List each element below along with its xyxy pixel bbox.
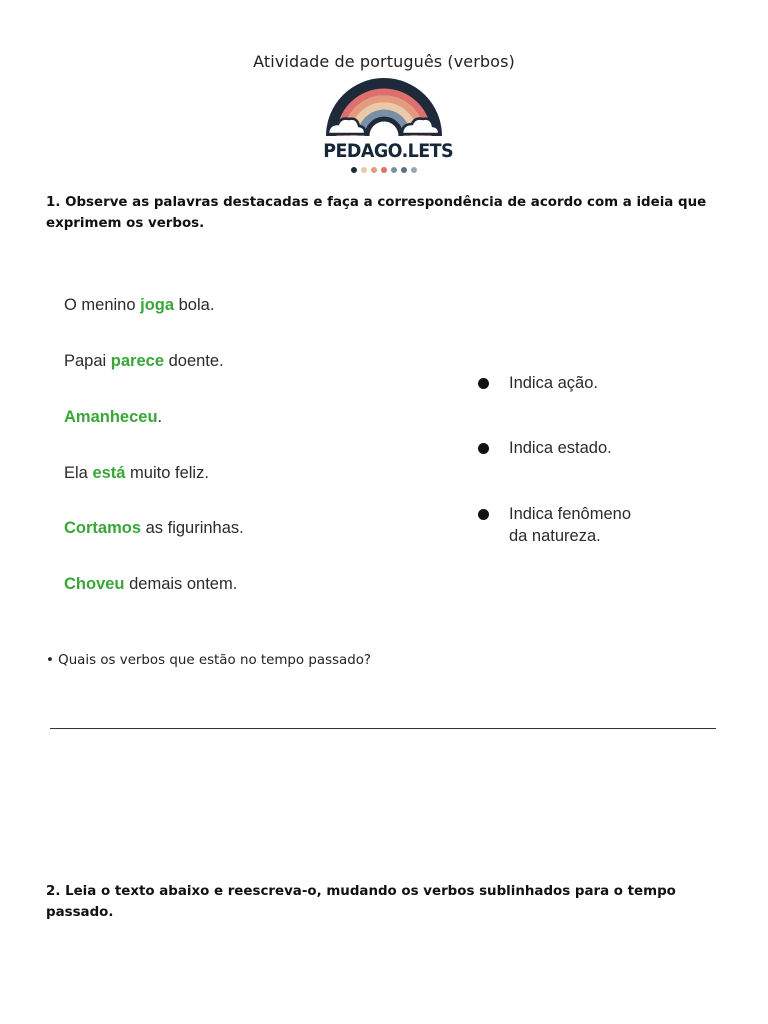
highlighted-verb: parece [110, 352, 165, 370]
sentence-item [64, 464, 209, 483]
sentence-text: doente. [164, 352, 224, 370]
logo-dot [361, 167, 367, 173]
sentence-text: . [157, 408, 163, 426]
question-2: 2. Leia o texto abaixo e reescreva-o, mudando os verbos sublinhados para o tempo passado. [46, 884, 676, 920]
highlighted-verb: Amanheceu [64, 408, 158, 426]
bullet-dot-icon [478, 378, 489, 389]
sub-question: • Quais os verbos que estão no tempo passado? [46, 653, 372, 668]
pedagolets-logo [318, 76, 454, 176]
logo-dot [391, 167, 397, 173]
logo-dot [411, 167, 417, 173]
option-label-line: da natureza. [509, 527, 601, 545]
option-label-line: Indica fenômeno [509, 505, 632, 523]
sentence-text: O menino [64, 296, 141, 314]
sentence-item [64, 408, 162, 427]
sentence-item [64, 352, 224, 371]
option-label [509, 437, 612, 459]
logo-dot [371, 167, 377, 173]
sentence-text: bola. [174, 296, 215, 314]
highlighted-verb: joga [140, 296, 175, 314]
sentence-text: as figurinhas. [141, 519, 244, 537]
question-1: 1. Observe as palavras destacadas e faça a correspondência de acordo com a ideia que exprimem os verbos. [46, 195, 707, 231]
logo-dots [318, 167, 450, 173]
bullet-dot-icon [478, 443, 489, 454]
logo-dot [381, 167, 387, 173]
sentence-item [64, 296, 214, 315]
bullet-dot-icon [478, 509, 489, 520]
option-label [509, 503, 631, 547]
logo-dot [351, 167, 357, 173]
logo-dot [401, 167, 407, 173]
sentence-text: demais ontem. [124, 575, 238, 593]
highlighted-verb: Choveu [64, 575, 125, 593]
logo-text: PEDAGO.LETS [323, 140, 454, 162]
sentence-text: muito feliz. [125, 464, 209, 482]
sentence-text: Ela [64, 464, 93, 482]
option-label-line: Indica ação. [509, 374, 598, 392]
option-label [509, 372, 598, 394]
page-title: Atividade de português (verbos) [253, 52, 515, 71]
answer-line[interactable] [50, 728, 716, 729]
sentence-item [64, 519, 244, 538]
highlighted-verb: está [92, 464, 126, 482]
sentence-item [64, 575, 237, 594]
sentence-text: Papai [64, 352, 111, 370]
rainbow-icon [318, 76, 450, 140]
highlighted-verb: Cortamos [64, 519, 142, 537]
option-label-line: Indica estado. [509, 439, 612, 457]
